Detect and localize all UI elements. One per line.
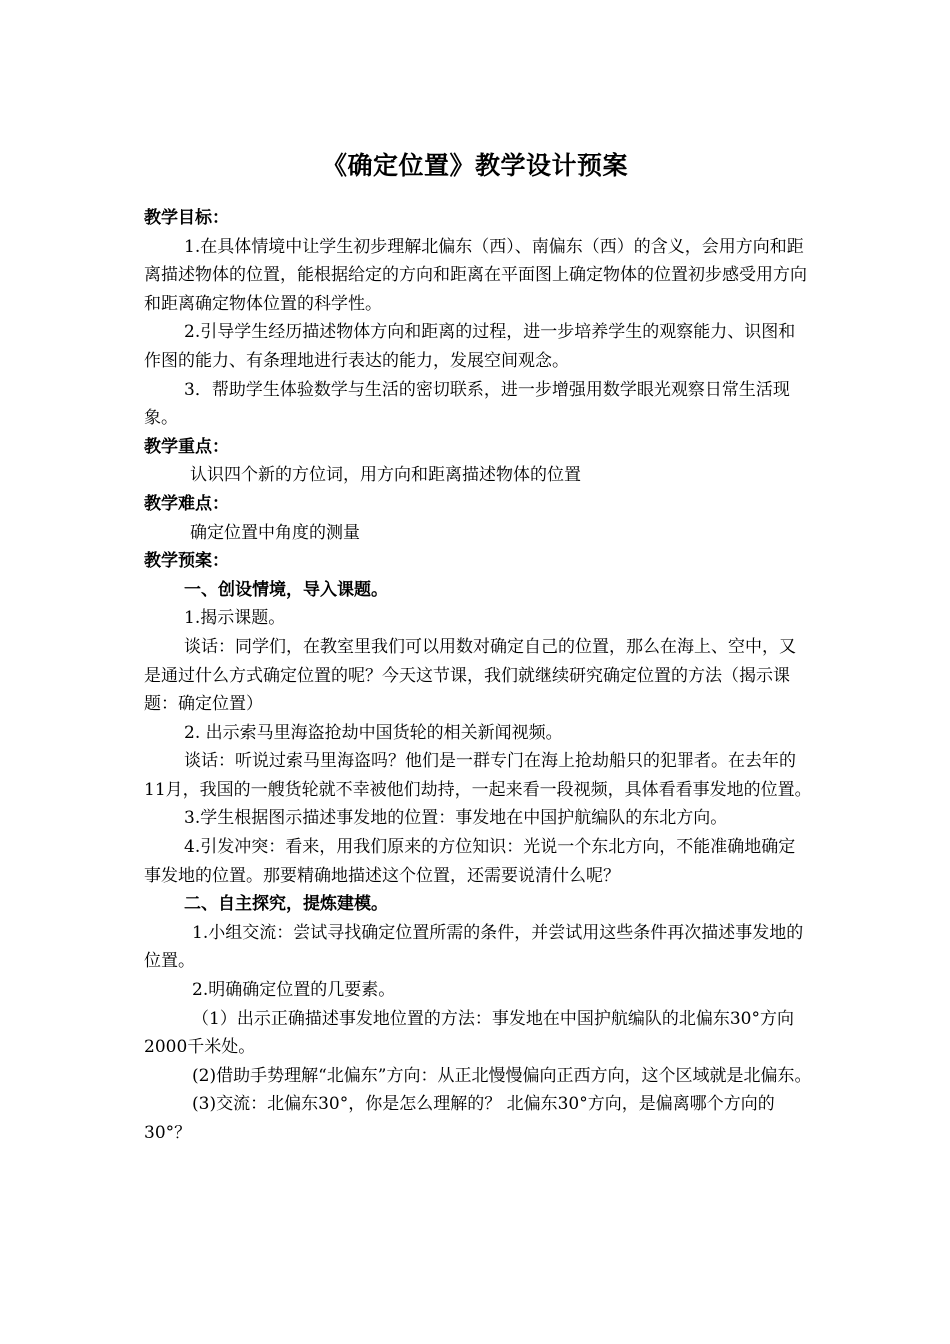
objectives-heading: 教学目标： xyxy=(144,208,229,228)
section-paragraph: 1.小组交流：尝试寻找确定位置所需的条件，并尝试用这些条件再次描述事发地的位置。 xyxy=(144,922,804,972)
objective-item: 1.在具体情境中让学生初步理解北偏东（西）、南偏东（西）的含义，会用方向和距离描述物体的位置，能根据给定的方向和距离在平面图上确定物体的位置初步感受用方向和距离确定物体位置的科学性。 xyxy=(144,236,807,314)
plan-heading: 教学预案： xyxy=(144,551,229,572)
objective-item: 3．帮助学生体验数学与生活的密切联系，进一步增强用数学眼光观察日常生活现象。 xyxy=(144,379,790,429)
section-paragraph: 2.明确确定位置的几要素。 xyxy=(192,980,396,1001)
difficulties-heading: 教学难点： xyxy=(144,493,229,514)
section-title: 二、自主探究，提炼建模。 xyxy=(184,894,388,915)
key-points-text: 认识四个新的方位词，用方向和距离描述物体的位置 xyxy=(190,465,581,486)
section-paragraph: 谈话：同学们，在教室里我们可以用数对确定自己的位置，那么在海上、空中，又是通过什么方式确定位置的呢？今天这节课，我们就继续研究确定位置的方法（揭示课题：确定位置） xyxy=(144,636,796,715)
objective-item: 2.引导学生经历描述物体方向和距离的过程，进一步培养学生的观察能力、识图和作图的能力、有条理地进行表达的能力，发展空间观念。 xyxy=(144,322,796,371)
document-title: 《确定位置》教学设计预案 xyxy=(321,151,628,180)
section-paragraph: 2. 出示索马里海盗抢劫中国货轮的相关新闻视频。 xyxy=(184,722,563,743)
section-paragraph: （1）出示正确描述事发地位置的方法：事发地在中国护航编队的北偏东30°方向2000千米处。 xyxy=(144,1008,794,1058)
key-points-heading: 教学重点： xyxy=(144,436,229,457)
section-paragraph: 谈话：听说过索马里海盗吗？他们是一群专门在海上抢劫船只的犯罪者。在去年的11月，我国的一艘货轮就不幸被他们劫持，一起来看一段视频，具体看看事发地的位置。 xyxy=(144,751,812,800)
section-paragraph: 1.揭示课题。 xyxy=(184,608,286,629)
document-body xyxy=(144,204,812,1148)
section-paragraph: 4.引发冲突：看来，用我们原来的方位知识：光说一个东北方向，不能准确地确定事发地的位置。那要精确地描述这个位置，还需要说清什么呢？ xyxy=(144,837,796,886)
difficulties-text: 确定位置中角度的测量 xyxy=(190,522,360,543)
section-title: 一、创设情境，导入课题。 xyxy=(184,579,388,600)
section-paragraph: (2)借助手势理解“北偏东”方向：从正北慢慢偏向正西方向，这个区域就是北偏东。 xyxy=(192,1065,812,1086)
section-paragraph: (3)交流：北偏东30°，你是怎么理解的？ 北偏东30°方向，是偏离哪个方向的30°？ xyxy=(144,1094,775,1143)
section-paragraph: 3.学生根据图示描述事发地的位置：事发地在中国护航编队的东北方向。 xyxy=(184,808,728,829)
